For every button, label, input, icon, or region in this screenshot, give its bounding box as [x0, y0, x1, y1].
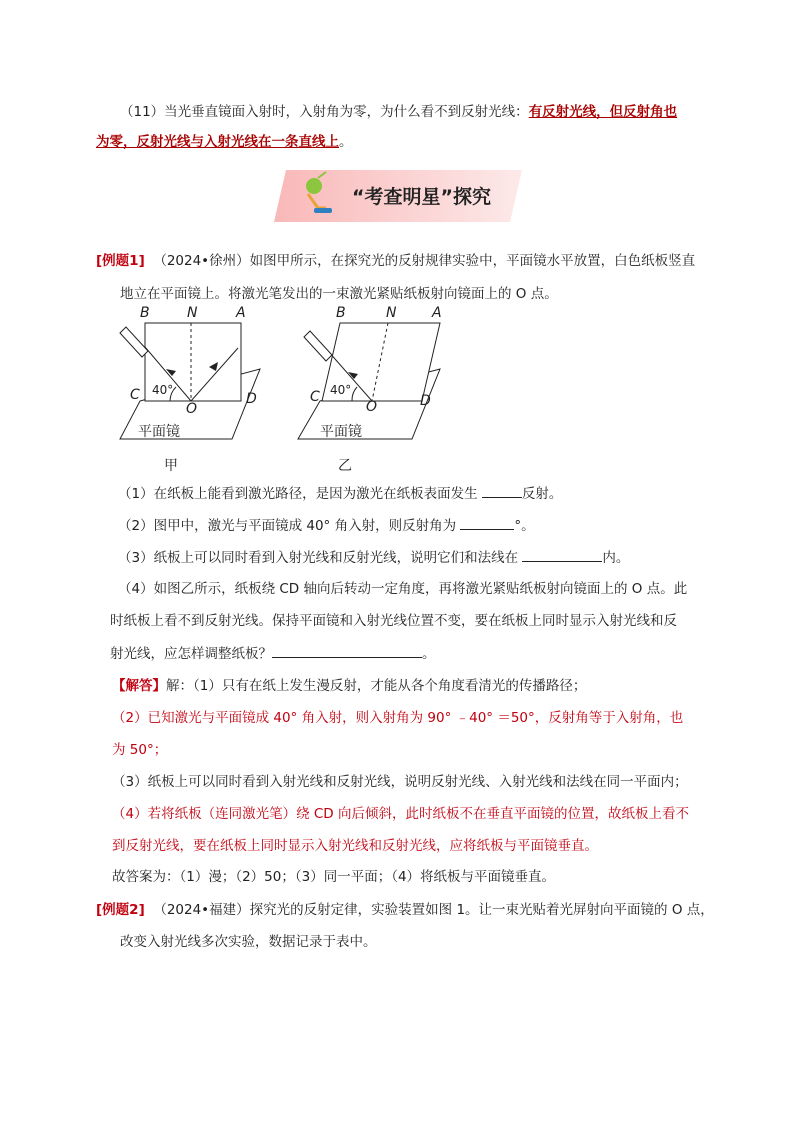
- q11-answer-2: 为零，反射光线与入射光线在一条直线上: [96, 134, 339, 150]
- solution-line2: （2）已知激光与平面镜成 40° 角入射，则入射角为 90° ﹣40° ＝50°，反射角等于入射角，也: [112, 710, 684, 726]
- final-answer: 故答案为：（1）漫；（2）50；（3）同一平面；（4）将纸板与平面镜垂直。: [112, 869, 556, 885]
- q1: （1）在纸板上能看到激光路径，是因为激光在纸板表面发生 反射。: [118, 483, 562, 504]
- laser-pen-icon: [120, 327, 148, 357]
- ex2-line2: 改变入射光线多次实验，数据记录于表中。: [120, 934, 377, 950]
- q3: （3）纸板上可以同时看到入射光线和反射光线，说明它们和法线在 内。: [118, 547, 629, 568]
- q11-line2: 为零，反射光线与入射光线在一条直线上。: [96, 134, 353, 150]
- ex1-line1: [例题1] （2024•徐州）如图甲所示，在探究光的反射规律实验中，平面镜水平放置，白色纸板竖直: [96, 253, 696, 269]
- ex1-line2: 地立在平面镜上。将激光笔发出的一束激光紧贴纸板射向镜面上的 O 点。: [120, 286, 558, 302]
- answer-blank-4[interactable]: [272, 643, 422, 658]
- q11-line1: [120, 102, 677, 122]
- solution-line3: 为 50°；: [112, 742, 168, 758]
- q4-line3: 射光线，应怎样调整纸板？ 。: [110, 643, 436, 664]
- solution-line5: （4）若将纸板（连同激光笔）绕 CD 向后倾斜，此时纸板不在垂直平面镜的位置，故纸板上看不: [112, 806, 689, 822]
- banner-title: “考查明星”探究: [352, 186, 491, 208]
- ex2-line1: [例题2] （2024•福建）探究光的反射定律，实验装置如图 1。让一束光贴着光屏射向平面镜的 O 点，: [96, 902, 714, 918]
- section-banner: [274, 164, 522, 228]
- solution-tag: 【解答】: [112, 678, 166, 694]
- caption-jia: 甲: [164, 458, 178, 474]
- answer-blank-1[interactable]: [482, 483, 522, 498]
- q4-line2: 时纸板上看不到反射光线。保持平面镜和入射光线位置不变，要在纸板上同时显示入射光线和反: [110, 613, 677, 629]
- q11-prefix: （11）当光垂直镜面入射时，入射角为零，为什么看不到反射光线：: [120, 104, 529, 120]
- ex2-tag: [例题2]: [96, 902, 145, 918]
- figure-yi: B N A C O D 40° 平面镜 乙: [290, 305, 450, 475]
- answer-blank-2[interactable]: [460, 515, 514, 530]
- caption-yi: 乙: [338, 458, 352, 474]
- solution-line1: 【解答】解：（1）只有在纸上发生漫反射，才能从各个角度看清光的传播路径；: [112, 678, 587, 694]
- q4-line1: （4）如图乙所示，纸板绕 CD 轴向后转动一定角度，再将激光紧贴纸板射向镜面上的 O 点。此: [118, 581, 688, 597]
- laser-pen-icon: [304, 331, 332, 361]
- ex1-tag: [例题1]: [96, 253, 145, 269]
- solution-line4: （3）纸板上可以同时看到入射光线和反射光线，说明反射光线、入射光线和法线在同一平面内；: [112, 774, 688, 790]
- q2: （2）图甲中，激光与平面镜成 40° 角入射，则反射角为 °。: [118, 515, 535, 536]
- answer-blank-3[interactable]: [522, 547, 602, 562]
- figure-jia: B N A C O D 40° 平面镜 甲: [110, 305, 270, 475]
- solution-line6: 到反射光线，要在纸板上同时显示入射光线和反射光线，应将纸板与平面镜垂直。: [112, 838, 598, 854]
- q11-answer-1: 有反射光线，但反射角也: [528, 104, 678, 120]
